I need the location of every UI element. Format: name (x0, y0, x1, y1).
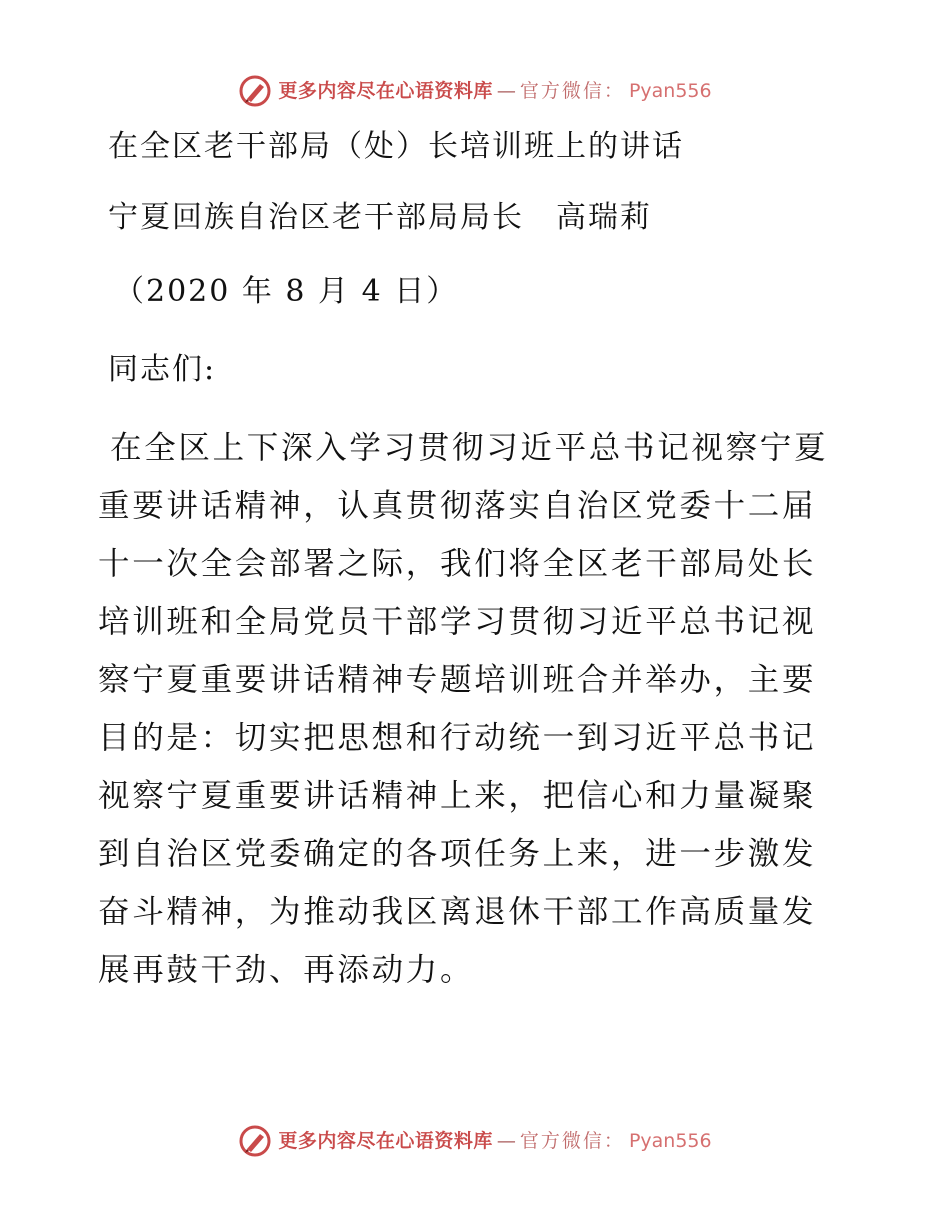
watermark-header (0, 74, 950, 108)
watermark-dash: — (496, 80, 516, 102)
watermark-brand: 更多内容尽在心语资料库 (278, 1130, 493, 1152)
document-greeting: 同志们: (108, 352, 217, 387)
pen-logo-icon (238, 74, 272, 108)
document-byline: 宁夏回族自治区老干部局局长 高瑞莉 (108, 200, 652, 235)
watermark-brand: 更多内容尽在心语资料库 (278, 80, 493, 102)
watermark-id: Pyan556 (628, 80, 712, 102)
document-title: 在全区老干部局（处）长培训班上的讲话 (108, 129, 684, 164)
document-paragraph: 在全区上下深入学习贯彻习近平总书记视察宁夏重要讲话精神，认真贯彻落实自治区党委十二届十一次全会部署之际，我们将全区老干部局处长培训班和全局党员干部学习贯彻习近平总书记视察宁夏重要讲话精神专题培训班合并举办，主要目的是：切实把思想和行动统一到习近平总书记视察宁夏重要讲话精神上来，把信心和力量凝聚到自治区党委确定的各项任务上来，进一步激发奋斗精神，为推动我区离退休干部工作高质量发展再鼓干劲、再添动力。 (98, 430, 829, 988)
watermark-footer (0, 1124, 950, 1158)
watermark-label: 官方微信： (519, 80, 625, 102)
document-date: （2020 年 8 月 4 日） (114, 274, 459, 309)
watermark-id: Pyan556 (628, 1130, 712, 1152)
watermark-label: 官方微信： (519, 1130, 625, 1152)
pen-logo-icon (238, 1124, 272, 1158)
watermark-dash: — (496, 1130, 516, 1152)
